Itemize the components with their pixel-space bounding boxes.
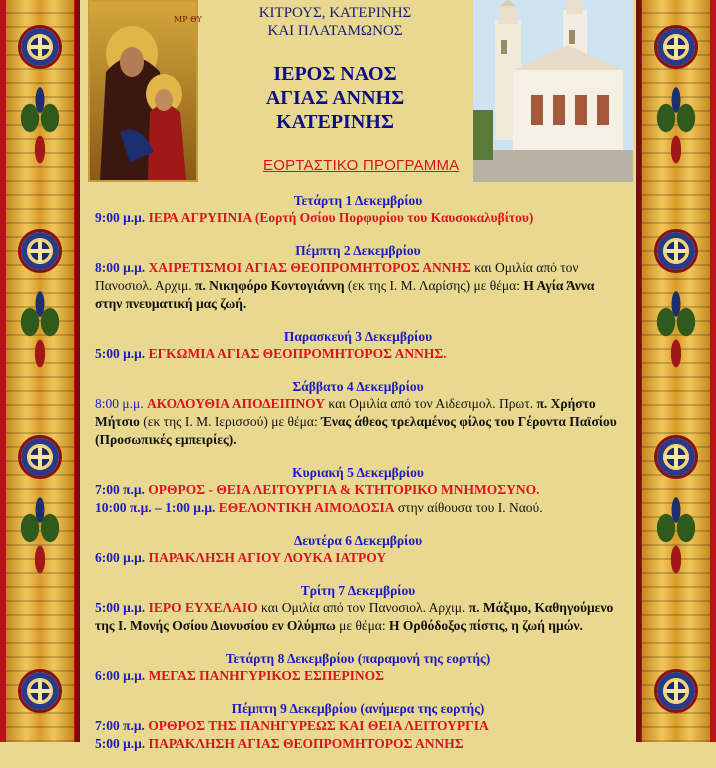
talk-topic: Η Ορθόδοξος πίστις, η ζωή ημών. bbox=[389, 618, 583, 633]
event-time: 8:00 μ.μ. bbox=[95, 260, 146, 275]
icon-inscription: ΜΡ ΘΥ bbox=[174, 15, 202, 24]
schedule-entry bbox=[80, 717, 636, 735]
event-time: 7:00 π.μ. bbox=[95, 718, 145, 733]
floral-ornament-icon bbox=[15, 82, 65, 172]
festive-program-heading: ΕΟΡΤΑΣΤΙΚΟ ΠΡΟΓΡΑΜΜΑ bbox=[263, 157, 460, 174]
event-time: 5:00 μ.μ. bbox=[95, 346, 146, 361]
talk-topic: Η Αγία Άννα στην πνευματική μας ζωή. bbox=[95, 278, 595, 311]
event-title: ΟΡΘΡΟΣ - ΘΕΙΑ ΛΕΙΤΟΥΡΓΙΑ & ΚΤΗΤΟΡΙΚΟ ΜΝΗΜΟΣΥΝΟ. bbox=[148, 482, 540, 497]
event-time: 8:00 μ.μ. bbox=[95, 396, 144, 411]
schedule-day bbox=[80, 192, 636, 227]
event-time: 5:00 μ.μ. bbox=[95, 736, 146, 751]
event-text: με θέμα: bbox=[335, 618, 390, 633]
speaker-name: π. Νικηφόρο Κοντογιάννη bbox=[194, 278, 345, 293]
event-text: στην αίθουσα του Ι. Ναού. bbox=[394, 500, 543, 515]
cross-medallion-icon bbox=[21, 28, 59, 66]
speaker-name: π. Χρήστο Μήτσιο bbox=[95, 396, 596, 429]
day-heading: Πέμπτη 2 Δεκεμβρίου bbox=[295, 243, 421, 258]
header bbox=[80, 0, 636, 186]
temple-line: ΙΕΡΟΣ ΝΑΟΣ bbox=[273, 63, 397, 85]
schedule-day bbox=[80, 700, 636, 753]
event-text: και Ομιλία από τον Πανοσιολ. Αρχιμ. bbox=[257, 600, 469, 615]
cross-medallion-icon bbox=[657, 672, 695, 710]
schedule-entry bbox=[80, 209, 636, 227]
temple-line: ΚΑΤΕΡΙΝΗΣ bbox=[276, 111, 394, 133]
event-time: 5:00 μ.μ. bbox=[95, 600, 146, 615]
temple-line: ΑΓΙΑΣ ΑΝΝΗΣ bbox=[265, 87, 405, 109]
day-heading: Τετάρτη 1 Δεκεμβρίου bbox=[293, 193, 423, 208]
schedule-day bbox=[80, 532, 636, 567]
cross-medallion-icon bbox=[21, 672, 59, 710]
day-heading: Παρασκευή 3 Δεκεμβρίου bbox=[283, 329, 433, 344]
saint-anna-icon-image bbox=[88, 0, 202, 182]
right-ornamental-border bbox=[636, 0, 716, 742]
event-title: ΙΕΡΟ ΕΥΧΕΛΑΙΟ bbox=[148, 600, 258, 615]
event-text: και Ομιλία από τον Πανοσιολ. Αρχιμ. bbox=[95, 260, 579, 293]
event-title: ΠΑΡΑΚΛΗΣΗ ΑΓΙΑΣ ΘΕΟΠΡΟΜΗΤΟΡΟΣ ΑΝΝΗΣ bbox=[148, 736, 464, 751]
event-time: 6:00 μ.μ. bbox=[95, 550, 146, 565]
event-time: 6:00 μ.μ. bbox=[95, 668, 146, 683]
schedule-day bbox=[80, 650, 636, 685]
cross-medallion-icon bbox=[21, 232, 59, 270]
left-ornamental-border bbox=[0, 0, 80, 742]
schedule-entry bbox=[80, 395, 636, 449]
diocese-title bbox=[200, 4, 470, 40]
event-text: (εκ της Ι. Μ. Ιερισσού) με θέμα: bbox=[139, 414, 322, 429]
event-title: ΕΓΚΩΜΙΑ ΑΓΙΑΣ ΘΕΟΠΡΟΜΗΤΟΡΟΣ ΑΝΝΗΣ. bbox=[148, 346, 447, 361]
day-heading: Σάββατο 4 Δεκεμβρίου bbox=[292, 379, 424, 394]
event-title: ΧΑΙΡΕΤΙΣΜΟΙ ΑΓΙΑΣ ΘΕΟΠΡΟΜΗΤΟΡΟΣ ΑΝΝΗΣ bbox=[148, 260, 471, 275]
main-content bbox=[80, 0, 636, 751]
event-title: ΜΕΓΑΣ ΠΑΝΗΓΥΡΙΚΟΣ ΕΣΠΕΡΙΝΟΣ bbox=[148, 668, 384, 683]
schedule-entry bbox=[80, 345, 636, 363]
day-heading: Πέμπτη 9 Δεκεμβρίου (ανήμερα της εορτής) bbox=[231, 701, 485, 716]
cross-medallion-icon bbox=[21, 438, 59, 476]
event-title: ΕΘΕΛΟΝΤΙΚΗ ΑΙΜΟΔΟΣΙΑ bbox=[218, 500, 395, 515]
day-heading: Δευτέρα 6 Δεκεμβρίου bbox=[293, 533, 423, 548]
diocese-line: ΚΙΤΡΟΥΣ, ΚΑΤΕΡΙΝΗΣ bbox=[258, 5, 412, 21]
schedule-entry bbox=[80, 259, 636, 313]
cross-medallion-icon bbox=[657, 28, 695, 66]
temple-title bbox=[200, 62, 470, 134]
schedule-entry bbox=[80, 499, 636, 517]
event-title: ΑΚΟΛΟΥΘΙΑ ΑΠΟΔΕΙΠΝΟΥ bbox=[146, 396, 326, 411]
floral-ornament-icon bbox=[15, 492, 65, 582]
schedule-entry bbox=[80, 599, 636, 635]
event-text: (εκ της Ι. Μ. Λαρίσης) με θέμα: bbox=[344, 278, 524, 293]
day-heading: Τετάρτη 8 Δεκεμβρίου (παραμονή της εορτής) bbox=[225, 651, 491, 666]
event-time: 9:00 μ.μ. bbox=[95, 210, 146, 225]
schedule-day bbox=[80, 582, 636, 635]
schedule-day bbox=[80, 464, 636, 517]
event-title: ΠΑΡΑΚΛΗΣΗ ΑΓΙΟΥ ΛΟΥΚΑ ΙΑΤΡΟΥ bbox=[148, 550, 387, 565]
event-time: 7:00 π.μ. bbox=[95, 482, 145, 497]
floral-ornament-icon bbox=[15, 286, 65, 376]
cross-medallion-icon bbox=[657, 438, 695, 476]
speaker-name: π. Μάξιμο, Καθηγούμενο της Ι. Μονής Οσίου Διονυσίου εν Ολύμπω bbox=[95, 600, 614, 633]
day-heading: Τρίτη 7 Δεκεμβρίου bbox=[300, 583, 416, 598]
event-text: και Ομιλία από τον Αιδεσιμολ. Πρωτ. bbox=[325, 396, 537, 411]
floral-ornament-icon bbox=[651, 286, 701, 376]
day-heading: Κυριακή 5 Δεκεμβρίου bbox=[292, 465, 424, 480]
event-title: ΟΡΘΡΟΣ ΤΗΣ ΠΑΝΗΓΥΡΕΩΣ ΚΑΙ ΘΕΙΑ ΛΕΙΤΟΥΡΓΙΑ bbox=[148, 718, 489, 733]
church-photo bbox=[473, 0, 633, 182]
schedule-day bbox=[80, 242, 636, 313]
festive-schedule bbox=[80, 192, 636, 768]
floral-ornament-icon bbox=[651, 82, 701, 172]
event-title: ΙΕΡΑ ΑΓΡΥΠΝΙΑ (Εορτή Οσίου Πορφυρίου του Καυσοκαλυβίτου) bbox=[148, 210, 534, 225]
schedule-day bbox=[80, 378, 636, 449]
talk-topic: Ένας άθεος τρελαμένος φίλος του Γέροντα Παϊσίου (Προσωπικές εμπειρίες). bbox=[95, 414, 617, 447]
floral-ornament-icon bbox=[651, 492, 701, 582]
schedule-entry bbox=[80, 667, 636, 685]
schedule-entry bbox=[80, 481, 636, 499]
schedule-entry bbox=[80, 549, 636, 567]
schedule-entry bbox=[80, 735, 636, 753]
schedule-day bbox=[80, 328, 636, 363]
diocese-line: ΚΑΙ ΠΛΑΤΑΜΩΝΟΣ bbox=[267, 23, 403, 39]
event-time: 10:00 π.μ. – 1:00 μ.μ. bbox=[95, 500, 216, 515]
cross-medallion-icon bbox=[657, 232, 695, 270]
